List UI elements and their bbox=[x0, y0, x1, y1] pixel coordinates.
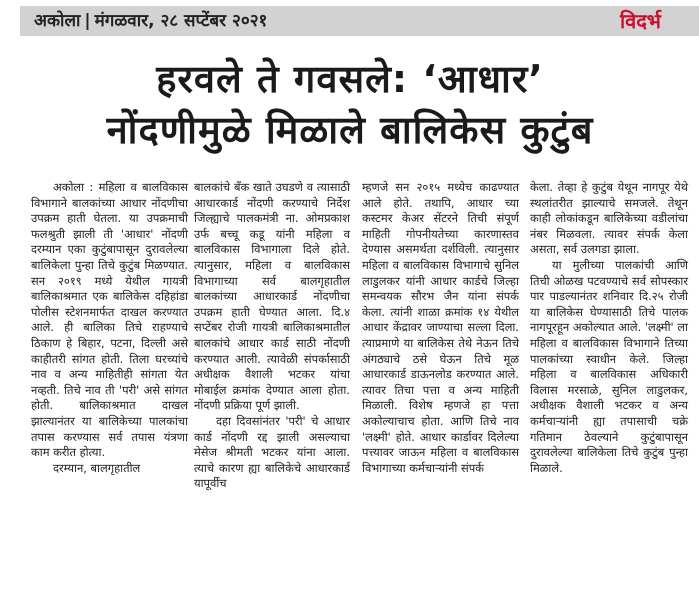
headline-line-1: हरवले ते गवसले: ‘आधार’ bbox=[156, 57, 544, 101]
article-column-2 bbox=[194, 180, 350, 492]
column-2-paragraph-1: बालकांचे बँक खाते उघडणे व त्यासाठी आधारकार्ड नोंदणी करण्याचे निर्देश जिल्ह्याचे पालकमंत्री ना. ओमप्रकाश उर्फ बच्चू कडू यांनी महिला व बालविकास विभागाला दिले होते. त्यानुसार, महिला व बालविकास विभागाच्या सर्व बालगृहातील बालकांच्या आधारकार्ड नोंदणीचा उपक्रम हाती घेण्यात आला. दि.४ सप्टेंबर रोजी गायत्री बालिकाश्रमातील बालकांचे आधार कार्ड साठी नोंदणी करण्यात आली. त्यावेळी संपर्कासाठी अधीक्षक वैशाली भटकर यांचा मोबाईल क्रमांक देण्यात आला होता. नोंदणी प्रक्रिया पूर्ण झाली. bbox=[194, 180, 350, 413]
column-1-paragraph-2: दरम्यान, बालगृहातील bbox=[53, 460, 141, 475]
article-column-1 bbox=[31, 180, 188, 476]
column-3-paragraph-1: म्हणजे सन २०१५ मध्येच काढण्यात आले होते. तथापि, आधार च्या कस्टमर केअर सेंटरने तिची संपूर्ण माहिती गोपनीयतेच्या कारणास्तव देण्यास असमर्थता दर्शविली. त्यानुसार महिला व बालविकास विभागाचे सुनिल लाडुलकर यांनी आधार कार्डचे जिल्हा समन्वयक सौरभ जैन यांना संपर्क केला. त्यांनी शाळा क्रमांक १४ येथील आधार केंद्रावर जाण्याचा सल्ला दिला. त्याप्रमाणे या बालिकेस तेथे नेऊन तिचे अंगठ्याचे ठसे घेऊन तिचे मूळ आधारकार्ड डाऊनलोड करण्यात आले. त्यावर तिचा पत्ता व अन्य माहिती मिळाली. विशेष म्हणजे हा पत्ता अकोल्याचाच होता. आणि तिचे नाव 'लक्ष्मी' होते. आधार कार्डावर दिलेल्या पत्त्यावर जाऊन महिला व बालविकास विभागाच्या कर्मचाऱ्यांनी संपर्क bbox=[362, 180, 519, 475]
column-4-paragraph-1: केला. तेव्हा हे कुटुंब येथून नागपूर येथे स्थलांतरीत झाल्याचे समजले. तेथून काही लोकांकडून बालिकेच्या वडीलांचा नंबर मिळवला. त्यावर संपर्क केला असता, सर्व उलगडा झाला. bbox=[530, 180, 688, 257]
masthead-brand: विदर्भ bbox=[620, 9, 661, 33]
column-2-paragraph-2: दहा दिवसांनंतर 'परी' चे आधार कार्ड नोंदणी रद्द झाली असल्याचा मेसेज श्रीमती भटकर यांना आला. त्याचे कारण ह्या बालिकेचे आधारकार्ड यापूर्वीच bbox=[194, 413, 350, 491]
headline-line-2: नोंदणीमुळे मिळाले बालिकेस कुटुंब bbox=[106, 108, 594, 152]
article-column-4 bbox=[530, 180, 688, 476]
masthead-date: मंगळवार, २८ सप्टेंबर २०२१ bbox=[94, 11, 268, 31]
column-4-paragraph-2: या मुलीच्या पालकांची आणि तिची ओळख पटवण्याचे सर्व सोपस्कार पार पाडल्यानंतर शनिवार दि.२५ रोजी या बालिकेस घेण्यासाठी तिचे पालक नागपूरहून अकोल्यात आले. 'लक्ष्मी' ला महिला व बालविकास विभागाने तिच्या पालकांच्या स्वाधीन केले. जिल्हा महिला व बालविकास अधिकारी विलास मरसाळे, सुनिल लाडुलकर, अधीक्षक वैशाली भटकर व अन्य कर्मचाऱ्यांनी ह्या तपासाची चक्रे गतिमान ठेवल्याने कुटुंबापासून दुरावलेल्या बालिकेला तिचे कुटुंब पुन्हा मिळाले. bbox=[530, 257, 688, 475]
column-1-paragraph-1: अकोला : महिला व बालविकास विभागाने बालकांच्या आधार नोंदणीचा उपक्रम हाती घेतला. या उपक्रमाची फलश्रुती झाली ती 'आधार' नोंदणी दरम्यान एका कुटुंबापासून दुरावलेल्या बालिकेला पुन्हा तिचे कुटुंब मिळण्यात. सन २०१९ मध्ये येथील गायत्री बालिकाश्रमात एक बालिकेस दहिहांडा पोलीस स्टेशनमार्फत दाखल करण्यात आले. ही बालिका तिचे राहण्याचे ठिकाण हे बिहार, पटना, दिल्ली असे काहीतरी सांगत होती. तिला घरच्यांचे नाव व अन्य माहितीही सांगता येत नव्हती. तिचे नाव ती 'परी' असे सांगत होती. बालिकाश्रमात दाखल झाल्यानंतर या बालिकेच्या पालकांचा तपास करण्यास सर्व तपास यंत्रणा काम करीत होत्या. bbox=[31, 180, 188, 460]
masthead-dateline bbox=[34, 6, 267, 36]
masthead-separator: | bbox=[84, 11, 91, 31]
article-column-3 bbox=[362, 180, 519, 476]
masthead-city: अकोला bbox=[34, 11, 81, 31]
